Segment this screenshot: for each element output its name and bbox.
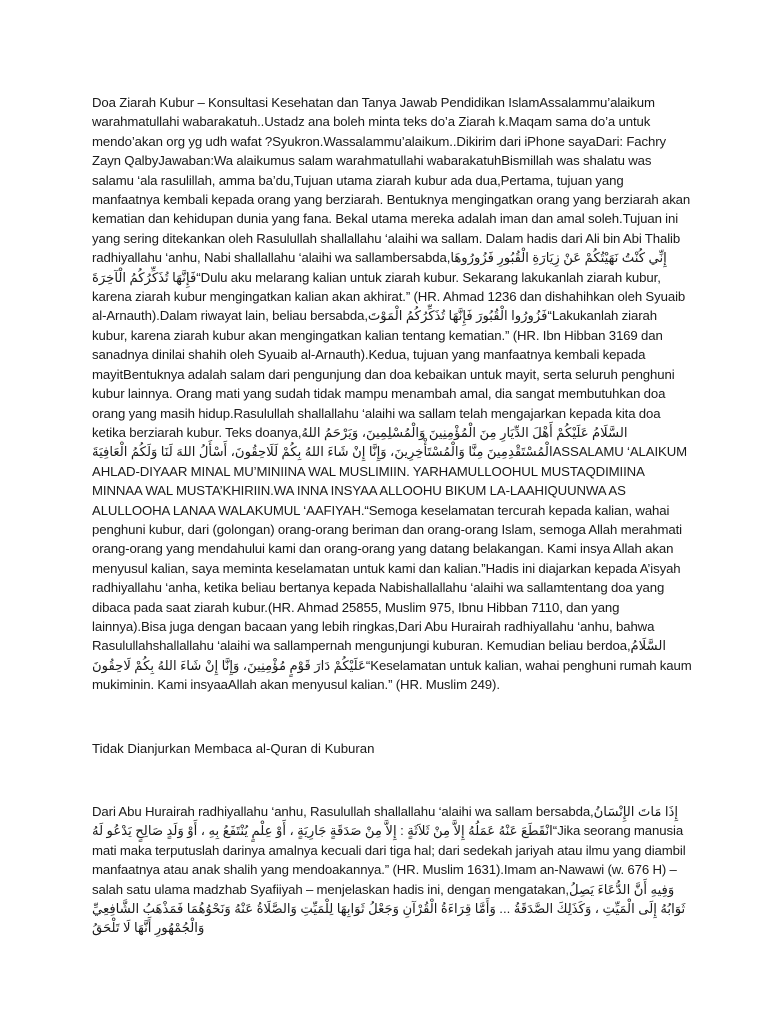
paragraph-text: Dari Abu Hurairah radhiyallahu ‘anhu, Rasulullah shallallahu ‘alaihi wa sallam bersabda,إِذَا مَاتَ الإِنْسَانُ انْقَطَعَ عَنْهُ عَمَلُهُ إِلاَّ مِنْ ثَلاَثَةٍ : إِلاَّ مِنْ صَدَقَةٍ جَارِيَةٍ ، أَوْ عِلْمٍ يُنْتَفَعُ بِهِ ، أَوْ وَلَدٍ صَالِحٍ يَدْعُو لَهُ“Jika seorang manusia mati maka terputuslah darinya amalnya kecuali dari tiga hal; dari sedekah jariyah atau ilmu yang diambil manfaatnya atau anak shalih yang mendoakannya.” (HR. Muslim 1631).Imam an-Nawawi (w. 676 H) – salah satu ulama madzhab Syafiiyah – menjelaskan hadis ini, dengan mengatakan,وَفِيهِ أَنَّ الدُّعَاءَ يَصِلُ ثَوَابُهُ إِلَى الْمَيِّتِ ، وَكَذَلِكَ الصَّدَقَةُ ... وَأَمَّا قِرَاءَةُ الْقُرْآنِ وَجَعْلُ ثَوَابِهَا لِلْمَيِّتِ وَالصَّلَاةُ عَنْهُ وَنَحْوُهُمَا فَمَذْهَبُ الشَّافِعِيِّ وَالْجُمْهُورِ أَنَّهَا لَا تَلْحَقُ <box>92 804 686 936</box>
paragraph-ziarah-kubur <box>92 93 692 695</box>
paragraph-membaca-quran <box>92 802 692 938</box>
paragraph-text: Doa Ziarah Kubur – Konsultasi Kesehatan dan Tanya Jawab Pendidikan IslamAssalammu’alaikum warahmatullahi wabarakatuh..Ustadz ana boleh minta teks do’a Ziarah k.Maqam sama do’a untuk mendo’akan org yg udh wafat ?Syukron.Wassalammu’alaikum..Dikirim dari iPhone sayaDari: Fachry Zayn QalbyJawaban:Wa alaikumus salam warahmatullahi wabarakatuhBismillah was shalatu was salamu ‘ala rasulillah, amma ba’du,Tujuan utama ziarah kubur ada dua,Pertama, tujuan yang manfaatnya kembali kepada orang yang berziarah. Bentuknya mengingatkan orang yang berziarah akan kematian dan kehidupan dunia yang fana. Bekal utama mereka adalah iman dan amal soleh.Tujuan ini yang sering ditekankan oleh Rasulullah shallallahu ‘alaihi wa sallam. Dalam hadis dari Ali bin Abi Thalib radhiyallahu ‘anhu, Nabi shallallahu ‘alaihi wa sallambersabda,إِنِّي كُنْتُ نَهَيْتُكُمْ عَنْ زِيَارَةِ الْقُبُورِ فَزُورُوهَا فَإِنَّهَا تُذَكِّرُكُمُ الْآخِرَةَ“Dulu aku melarang kalian untuk ziarah kubur. Sekarang lakukanlah ziarah kubur, karena ziarah kubur mengingatkan kalian akan akhirat.” (HR. Ahmad 1236 dan dishahihkan oleh Syuaib al-Arnauth).Dalam riwayat lain, beliau bersabda,فَزُورُوا الْقُبُورَ فَإِنَّهَا تُذَكِّرُكُمُ الْمَوْتَ“Lakukanlah ziarah kubur, karena ziarah kubur akan mengingatkan kalian tentang kematian.” (HR. Ibn Hibban 3169 dan sanadnya dinilai shahih oleh Syuaib al-Arnauth).Kedua, tujuan yang manfaatnya kembali kepada mayitBentuknya adalah salam dari pengunjung dan doa kebaikan untuk mayit, serta seluruh penghuni kubur lainnya. Orang mati yang sudah tidak mampu menambah amal, dia sangat membutuhkan doa orang yang masih hidup.Rasulullah shallallahu ‘alaihi wa sallam telah mengajarkan kepada kita doa ketika berziarah kubur. Teks doanya,السَّلَامُ عَلَيْكُمْ أَهْلَ الدِّيَارِ مِنَ الْمُؤْمِنِينَ وَالْمُسْلِمِينَ، وَيَرْحَمُ اللهُ الْمُسْتَقْدِمِينَ مِنَّا وَالْمُسْتَأْخِرِينَ، وَإِنَّا إِنْ شَاءَ اللهُ بِكُمْ لَلَاحِقُونَ، أَسْأَلُ اللهَ لَنَا وَلَكُمُ الْعَافِيَةَASSALAMU ‘ALAIKUM AHLAD-DIYAAR MINAL MU’MINIINA WAL MUSLIMIIN. YARHAMULLOOHUL MUSTAQDIMIINA MINNAA WAL MUSTA’KHIRIIN.WA INNA INSYAA ALLOOHU BIKUM LA-LAAHIQUUNWA AS ALULLOOHA LANAA WALAKUMUL ‘AAFIYAH.“Semoga keselamatan tercurah kepada kalian, wahai penghuni kubur, dari (golongan) orang-orang beriman dan orang-orang Islam, semoga Allah merahmati orang-orang yang mendahului kami dan orang-orang yang datang belakangan. Kami insya Allah akan menyusul kalian, saya meminta keselamatan untuk kami dan kalian.”Hadis ini diajarkan kepada A’isyah radhiyallahu ‘anha, ketika beliau bertanya kepada Nabishallallahu ‘alaihi wa sallamtentang doa yang dibaca pada saat ziarah kubur.(HR. Ahmad 25855, Muslim 975, Ibnu Hibban 7110, dan yang lainnya).Bisa juga dengan bacaan yang lebih ringkas,Dari Abu Hurairah radhiyallahu ‘anhu, bahwa Rasulullahshallallahu ‘alaihi wa sallampernah mengunjungi kuburan. Kemudian beliau berdoa,السَّلَامُ عَلَيْكُمْ دَارَ قَوْمٍ مُؤْمِنِينَ، وَإِنَّا إِنْ شَاءَ اللهُ بِكُمْ لَاحِقُونَ“Keselamatan untuk kalian, wahai penghuni rumah kaum mukiminin. Kami insyaaAllah akan menyusul kalian.” (HR. Muslim 249). <box>92 95 692 693</box>
section-heading: Tidak Dianjurkan Membaca al-Quran di Kuburan <box>92 741 375 756</box>
